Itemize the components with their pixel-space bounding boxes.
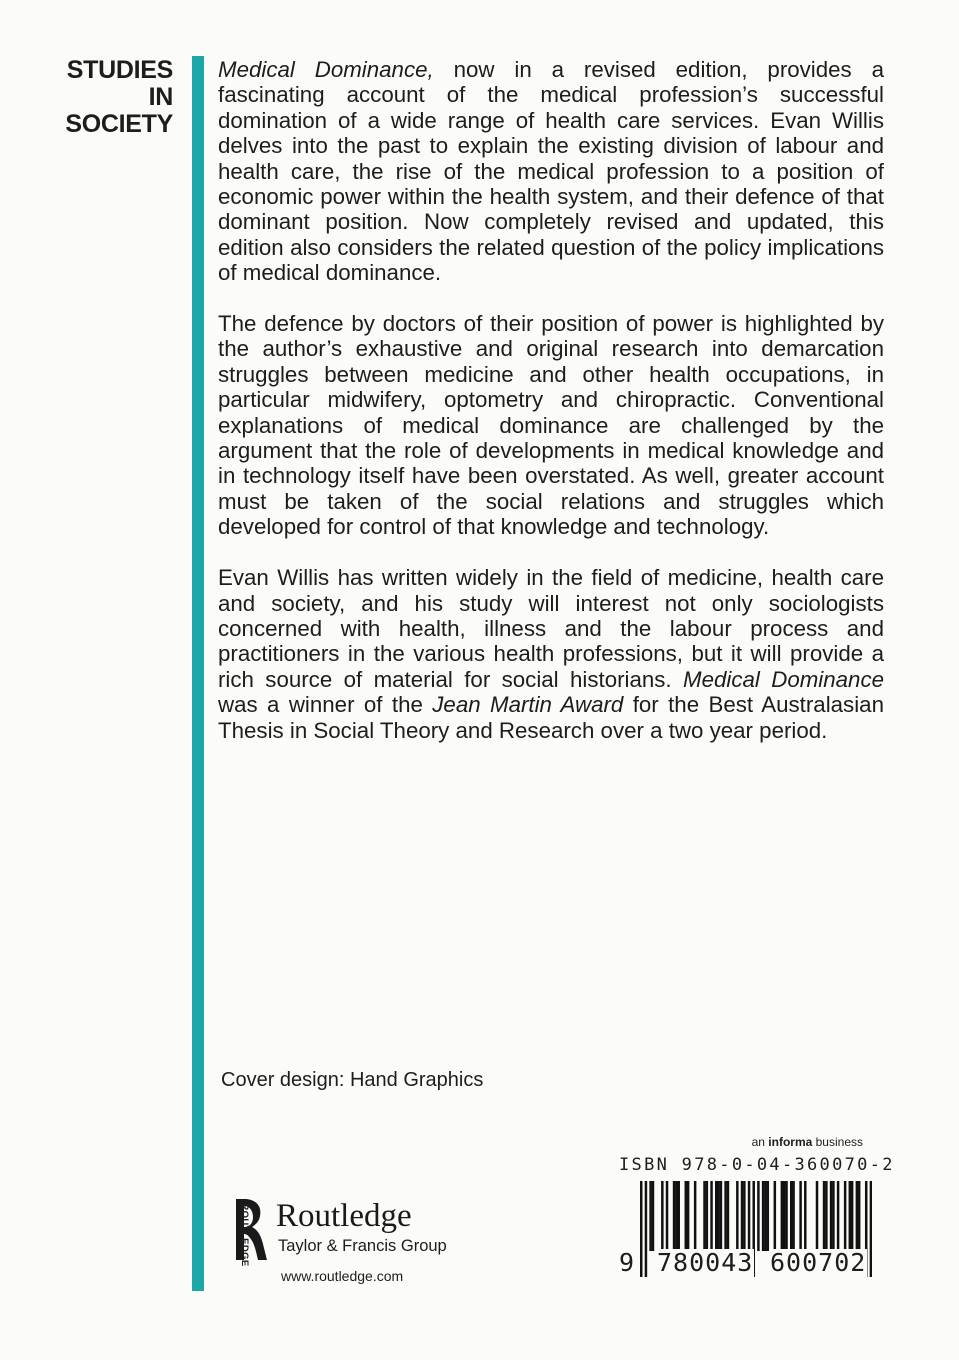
book-title: Medical Dominance, — [218, 57, 434, 82]
blurb-paragraph-3 — [218, 565, 884, 743]
blurb-paragraph-3-text-a: Evan Willis has written widely in the field of medicine, health care and society, and his study will interest not only sociologists concerned with health, illness and the labour process and practitioners in the various health professions, but it will provide a rich source of material for social historians. — [218, 565, 884, 692]
barcode-bar — [764, 1181, 766, 1251]
barcode-bar — [687, 1181, 689, 1251]
barcode-bar — [790, 1181, 792, 1251]
series-title-line-1: STUDIES — [66, 56, 173, 84]
series-title — [65, 57, 173, 138]
barcode-bar — [792, 1181, 794, 1251]
barcode-bar — [823, 1181, 825, 1251]
barcode-bar — [856, 1181, 858, 1251]
barcode-bar — [781, 1181, 783, 1251]
informa-prefix: an — [751, 1135, 769, 1149]
barcode-left-digits: 780043 — [657, 1248, 754, 1277]
barcode-bar — [675, 1181, 677, 1251]
publisher-url: www.routledge.com — [281, 1268, 404, 1284]
barcode-bar — [783, 1181, 785, 1251]
barcode-bar — [844, 1181, 846, 1251]
informa-suffix: business — [812, 1135, 863, 1149]
accent-bar — [192, 56, 204, 1291]
barcode-bar — [799, 1181, 801, 1251]
award-name: Jean Martin Award — [432, 692, 624, 718]
barcode-bar — [804, 1181, 806, 1251]
barcode-bar — [858, 1181, 860, 1251]
barcode-bar — [706, 1181, 708, 1251]
barcode-bar — [715, 1181, 717, 1251]
barcode-bar — [736, 1181, 738, 1251]
barcode-bar — [685, 1181, 687, 1251]
blurb-paragraph-1 — [218, 57, 884, 286]
barcode-bar — [774, 1181, 776, 1251]
blurb-paragraph-1-text: now in a revised edition, provides a fascinating account of the medical profession’s successful domination of a wide range of health care services. Evan Willis delves into the past to explain the existing division of labour and health care, the rise of the medical profession to a position of economic power within the health system, and their defence of that dominant position. Now completely revised and updated, this edition also considers the related question of the policy implications of medical dominance. — [218, 57, 884, 286]
barcode-bar — [851, 1181, 853, 1251]
barcode-bar — [649, 1181, 651, 1251]
barcode-bar — [830, 1181, 832, 1251]
routledge-vertical-label: ROUTLEDGE — [239, 1203, 250, 1267]
barcode-bar — [703, 1181, 705, 1251]
publisher-name: Routledge — [276, 1198, 412, 1234]
barcode-right-digits: 600702 — [770, 1248, 867, 1277]
barcode-bar — [757, 1181, 759, 1251]
barcode-bar — [694, 1181, 696, 1251]
informa-brand: informa — [768, 1135, 813, 1149]
barcode-bar — [832, 1181, 834, 1251]
barcode-bar — [741, 1181, 743, 1251]
barcode-bar — [837, 1181, 839, 1251]
barcode-first-digit: 9 — [619, 1248, 635, 1277]
barcode-bar — [727, 1181, 729, 1251]
barcode-bar — [720, 1181, 722, 1251]
barcode-bar — [652, 1181, 654, 1251]
barcode-bar — [661, 1181, 663, 1251]
informa-tagline — [752, 1134, 863, 1150]
barcode-bar — [677, 1181, 679, 1251]
blurb — [218, 57, 884, 768]
barcode-bar — [816, 1181, 818, 1251]
blurb-paragraph-2: The defence by doctors of their position of power is highlighted by the author’s exhaustive and original research into demarcation struggles between medicine and other health occupations, in particular midwifery, optometry and chiropractic. Conventional explanations of medical dominance are challenged by the argument that the role of developments in medical knowledge and in technology itself have been overstated. As well, greater account must be taken of the social relations and struggles which developed for control of that knowledge and technology. — [218, 311, 884, 540]
cover-design-credit: Cover design: Hand Graphics — [221, 1069, 484, 1091]
barcode-bar — [849, 1181, 851, 1251]
barcode-bar — [825, 1181, 827, 1251]
blurb-paragraph-3-text-c: for the Best Australasian Thesis in Social Theory and Research over a two year period. — [218, 692, 884, 743]
barcode-bar — [717, 1181, 719, 1251]
book-title: Medical Dominance — [683, 666, 884, 692]
barcode-bar — [762, 1181, 764, 1251]
isbn-text: ISBN 978-0-04-360070-2 — [619, 1155, 895, 1175]
publisher-group: Taylor & Francis Group — [278, 1237, 447, 1255]
barcode-bar — [785, 1181, 787, 1251]
barcode-bar — [743, 1181, 745, 1251]
series-title-line-3: SOCIETY — [65, 110, 173, 138]
barcode-bar — [724, 1181, 726, 1251]
barcode-bar — [645, 1181, 647, 1277]
barcode-bar — [870, 1181, 872, 1277]
barcode-bar — [710, 1181, 712, 1251]
barcode-bar — [666, 1181, 668, 1251]
series-title-line-2: IN — [148, 83, 173, 111]
barcode-bar — [673, 1181, 675, 1251]
blurb-paragraph-3-text-b: was a winner of the — [218, 692, 433, 718]
barcode-bar — [640, 1181, 642, 1277]
barcode-bar — [767, 1181, 769, 1251]
